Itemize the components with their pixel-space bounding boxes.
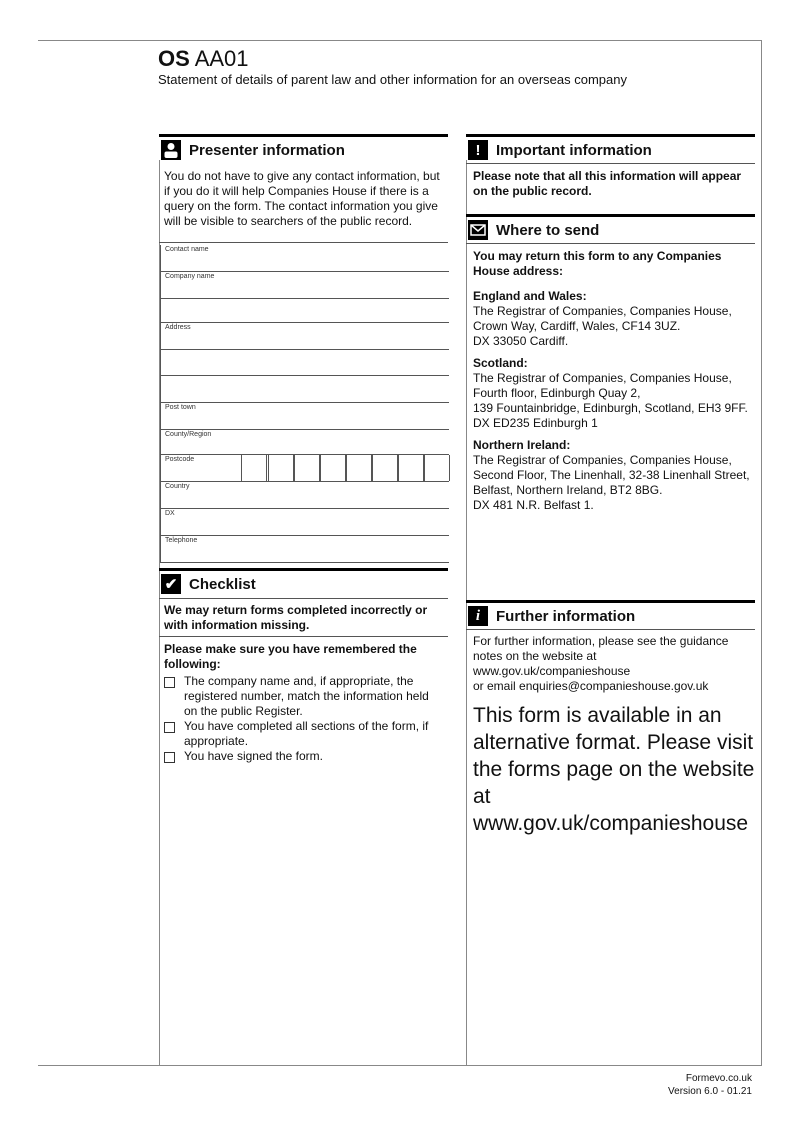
checkmark-icon: ✔	[161, 574, 181, 594]
company-name-label: Company name	[165, 273, 215, 280]
postcode-label: Postcode	[165, 456, 195, 463]
form-code	[158, 47, 249, 71]
where-to-send-body	[473, 249, 753, 513]
ni-title: Northern Ireland:	[473, 438, 571, 452]
alternative-format-notice: This form is available in an alternative format. Please visit the forms page on the website at www.gov.uk/companieshouse	[473, 704, 755, 835]
checklist-warning: We may return forms completed incorrectly or with information missing.	[164, 603, 428, 632]
checkbox[interactable]	[164, 677, 175, 688]
checklist-item[interactable]	[164, 674, 444, 719]
where-to-send-header-divider	[466, 243, 755, 244]
postcode-char-box[interactable]	[424, 455, 450, 481]
top-rule	[38, 40, 761, 41]
ni-dx: DX 481 N.R. Belfast 1.	[473, 498, 594, 512]
scotland-title: Scotland:	[473, 356, 528, 370]
further-info-body	[473, 634, 753, 694]
important-title: Important information	[496, 141, 652, 159]
address-label: Address	[165, 324, 191, 331]
info-icon: i	[468, 606, 488, 626]
scotland-address: The Registrar of Companies, Companies House, Fourth floor, Edinburgh Quay 2,	[473, 371, 732, 400]
checklist-items	[164, 674, 444, 764]
checklist-intro: Please make sure you have remembered the following:	[164, 642, 417, 671]
postcode-char-box[interactable]	[241, 455, 267, 481]
presenter-title: Presenter information	[189, 141, 345, 159]
important-header-divider	[466, 163, 755, 164]
checklist-item[interactable]	[164, 719, 444, 749]
post-town-label: Post town	[165, 404, 196, 411]
address-field[interactable]	[160, 323, 449, 350]
checklist-warning-divider	[159, 636, 448, 637]
important-text: Please note that all this information will appear on the public record.	[473, 169, 742, 198]
footer-version: Version 6.0 - 01.21	[668, 1086, 752, 1097]
postcode-char-box[interactable]	[346, 455, 372, 481]
presenter-intro: You do not have to give any contact information, but if you do it will help Companies House if there is a query on the form. The contact information you give will be visible to searchers of the public record.	[164, 169, 440, 228]
footer-site: Formevo.co.uk	[685, 1073, 752, 1084]
where-to-send-section-header	[466, 214, 755, 243]
person-icon	[161, 140, 181, 160]
important-section-header	[466, 134, 755, 163]
checklist-header-divider	[159, 598, 448, 599]
england-title: England and Wales:	[473, 289, 587, 303]
post-town-field[interactable]	[160, 403, 449, 430]
checklist-item[interactable]	[164, 749, 444, 764]
address-line-4[interactable]	[160, 376, 449, 403]
further-info-section-header	[466, 600, 755, 629]
ni-address: The Registrar of Companies, Companies House, Second Floor, The Linenhall, 32-38 Linenhall Street, Belfast, Northern Ireland, BT2 8BG.	[473, 453, 750, 497]
address-line-1[interactable]	[160, 299, 449, 323]
country-label: Country	[165, 483, 190, 490]
county-label: County/Region	[165, 431, 212, 438]
england-dx: DX 33050 Cardiff.	[473, 334, 569, 348]
postcode-char-box[interactable]	[320, 455, 346, 481]
postcode-char-box[interactable]	[398, 455, 424, 481]
postcode-char-box[interactable]	[268, 455, 294, 481]
checklist-item-text: You have signed the form.	[184, 749, 323, 763]
dx-field[interactable]	[160, 509, 449, 536]
where-to-send-title: Where to send	[496, 221, 600, 239]
company-name-field[interactable]	[160, 272, 449, 299]
telephone-field[interactable]	[160, 536, 449, 563]
postcode-char-box[interactable]	[372, 455, 398, 481]
contact-name-label: Contact name	[165, 246, 209, 253]
form-code-prefix: OS	[158, 46, 190, 71]
presenter-intro-divider	[159, 242, 448, 243]
telephone-label: Telephone	[165, 537, 198, 544]
england-address: The Registrar of Companies, Companies House, Crown Way, Cardiff, Wales, CF14 3UZ.	[473, 304, 732, 333]
further-info-title: Further information	[496, 607, 636, 625]
address-line-3[interactable]	[160, 350, 449, 376]
contact-name-field[interactable]	[160, 245, 449, 272]
checklist-section-header	[159, 568, 448, 597]
exclamation-icon: !	[468, 140, 488, 160]
further-info-text: For further information, please see the guidance notes on the website at www.gov.uk/companieshouse	[473, 634, 729, 678]
form-subtitle: Statement of details of parent law and other information for an overseas company	[158, 72, 627, 87]
checklist-item-text: You have completed all sections of the form, if appropriate.	[184, 719, 429, 748]
scotland-dx: DX ED235 Edinburgh 1	[473, 416, 598, 430]
country-field[interactable]	[160, 482, 449, 509]
checkbox[interactable]	[164, 722, 175, 733]
checklist-item-text: The company name and, if appropriate, the registered number, match the information held on the public Register.	[184, 674, 429, 718]
dx-label: DX	[165, 510, 175, 517]
scotland-address-2: 139 Fountainbridge, Edinburgh, Scotland, EH3 9FF.	[473, 401, 748, 415]
form-code-number: AA01	[194, 46, 249, 71]
further-info-email: or email enquiries@companieshouse.gov.uk	[473, 679, 709, 693]
presenter-section-header	[159, 134, 448, 163]
county-field[interactable]	[160, 430, 449, 455]
checklist-title: Checklist	[189, 575, 256, 593]
where-to-send-intro: You may return this form to any Companies House address:	[473, 249, 722, 278]
postcode-char-box[interactable]	[294, 455, 320, 481]
further-info-header-divider	[466, 629, 755, 630]
envelope-icon	[468, 220, 488, 240]
bottom-rule	[38, 1065, 761, 1066]
checkbox[interactable]	[164, 752, 175, 763]
right-rule	[761, 40, 762, 1066]
